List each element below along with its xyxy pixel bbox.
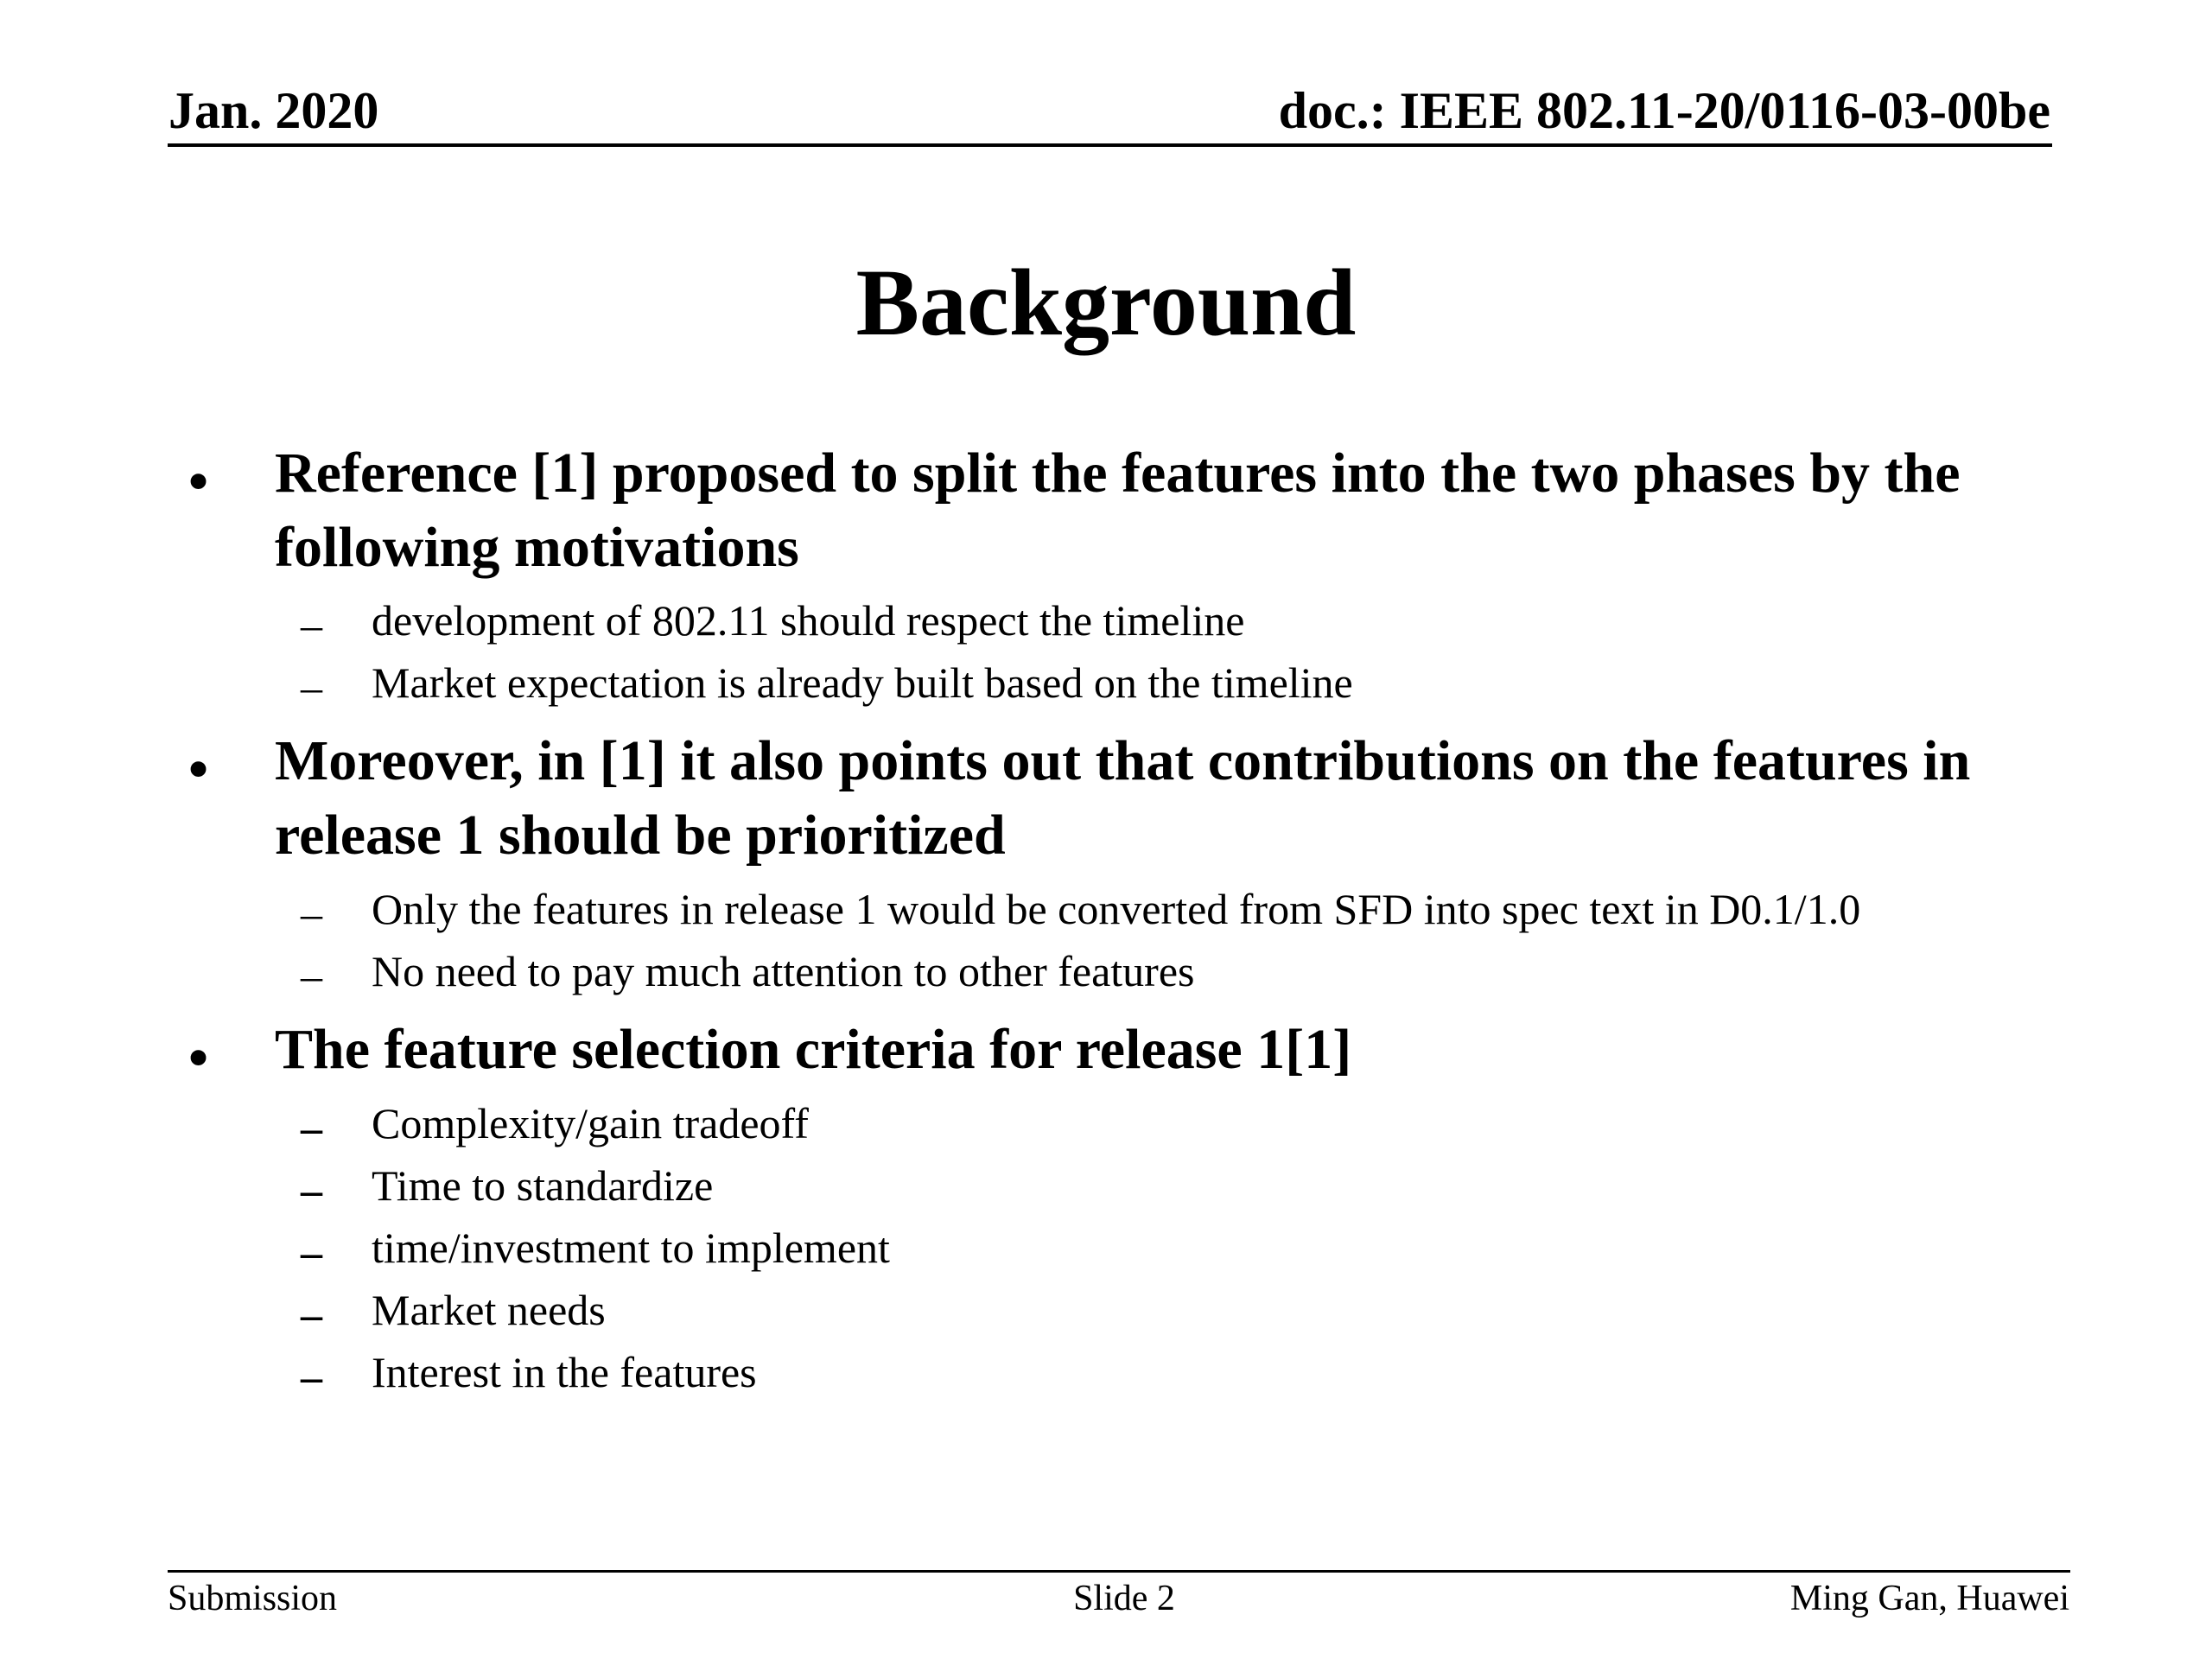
bullet-3-sub-1: Complexity/gain tradeoff bbox=[372, 1099, 809, 1147]
bullet-1-sub-2: Market expectation is already built based on the timeline bbox=[372, 658, 1353, 707]
footer-rule bbox=[168, 1570, 2070, 1573]
sub-marker: – bbox=[301, 1290, 322, 1338]
bullet-marker: • bbox=[188, 1027, 209, 1090]
bullet-1-sub-1: development of 802.11 should respect the timeline bbox=[372, 596, 1245, 645]
sub-marker: – bbox=[301, 601, 322, 649]
footer-slide-number: Slide 2 bbox=[1073, 1579, 1175, 1618]
header-doc-id: doc.: IEEE 802.11-20/0116-03-00be bbox=[1278, 82, 2050, 139]
sub-marker: – bbox=[301, 1352, 322, 1401]
bullet-3-sub-2: Time to standardize bbox=[372, 1161, 714, 1210]
sub-marker: – bbox=[301, 663, 322, 711]
sub-marker: – bbox=[301, 1103, 322, 1152]
bullet-3-sub-5: Interest in the features bbox=[372, 1348, 757, 1396]
slide-title: Background bbox=[855, 250, 1357, 355]
bullet-marker: • bbox=[188, 450, 209, 513]
bullet-3-sub-4: Market needs bbox=[372, 1286, 606, 1334]
sub-marker: – bbox=[301, 1228, 322, 1276]
bullet-1-text: Reference [1] proposed to split the features into the two phases by the following motivations bbox=[275, 442, 1961, 579]
bullet-3-text: The feature selection criteria for release 1[1] bbox=[275, 1018, 1352, 1081]
bullet-2-text: Moreover, in [1] it also points out that contributions on the features in release 1 should be prioritized bbox=[275, 729, 1971, 867]
bullet-3-sub-3: time/investment to implement bbox=[372, 1224, 890, 1272]
footer-submission: Submission bbox=[168, 1579, 338, 1618]
bullet-2-sub-1: Only the features in release 1 would be converted from SFD into spec text in D0.1/1.0 bbox=[372, 885, 1861, 933]
bullet-marker: • bbox=[188, 738, 209, 801]
sub-marker: – bbox=[301, 1166, 322, 1214]
sub-marker: – bbox=[301, 889, 322, 938]
header-date: Jan. 2020 bbox=[168, 82, 379, 139]
sub-marker: – bbox=[301, 951, 322, 1000]
bullet-2-sub-2: No need to pay much attention to other features bbox=[372, 947, 1195, 995]
footer-author: Ming Gan, Huawei bbox=[1789, 1579, 2069, 1618]
